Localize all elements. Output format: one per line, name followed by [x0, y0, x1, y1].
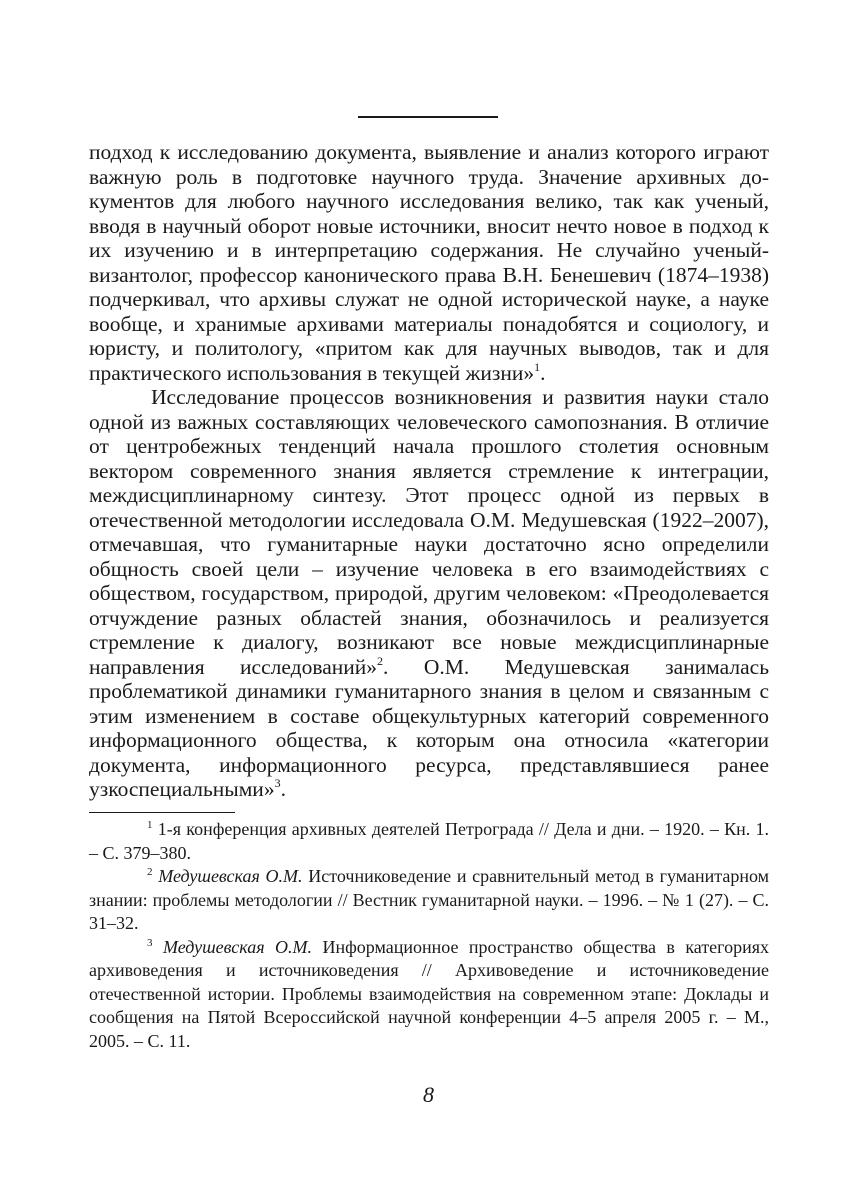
paragraph-1: подход к исследованию документа, выявление и анализ которого играют важную роль в подготовке научного труда. Значение архивных документов для любого научного исследования велико, так как ученый, вводя в научный оборот новые источники, вносит нечто новое в подход к их изучению и в интерпретацию содержания. Не случайно ученый-византолог, профессор канонического права В.Н. Бенешевич (1874–1938) подчеркивал, что архивы служат не одной исторической науке, а науке вообще, и хранимые архивами материалы понадобятся и социологу, и юристу, и политологу, «притом как для научных выводов, так и для практического использования в текущей жизни»$^1$.: [89, 140, 769, 385]
footnote-3-author: Медушевская О.М.: [162, 936, 313, 957]
paragraph-2: Исследование процессов возникновения и развития науки стало одной из важных составляющих человеческого самопознания. В отличие от центробежных тенденций начала прошлого столетия основным вектором современного знания является стремление к интеграции, междисциплинарному синтезу. Этот процесс одной из первых в отечественной методологии исследовала О.М. Медушевская (1922–2007), отмечавшая, что гуманитарные науки достаточно ясно определили общность своей цели – изучение человека в его взаимодействиях с обществом, государством, природой, другим человеком: «Преодолевается отчуждение разных областей знания, обозначилось и реализуется стремление к диалогу, возникают все новые междисциплинарные направления исследований»$^2$. О.М. Медушевская занималась проблематикой динамики гуманитарного знания в целом и связанным с этим изменением в составе общекультурных категорий современного информационного общества, к которым она относила «категории документа, информационного ресурса, представлявшиеся ранее узкоспециальными»$^3$.: [89, 385, 769, 801]
footnote-1: [89, 818, 769, 865]
footnote-2-number: 2: [147, 866, 153, 878]
footnote-separator: [89, 812, 235, 813]
footnote-ref-3[interactable]: 3: [274, 776, 281, 790]
footnote-1-number: 1: [147, 819, 153, 831]
footnote-3-number: 3: [147, 936, 153, 949]
footnote-3: [89, 936, 769, 1054]
page-number: 8: [423, 1082, 434, 1107]
footnote-ref-2[interactable]: 2: [377, 653, 384, 668]
footnote-ref-1[interactable]: 1: [534, 359, 541, 374]
header-rule: [358, 116, 498, 118]
paragraph-2-text-b: О.М. Медушевская занималась проблематикой динамики гуманитарного знания в целом и связанным с этим изменением в составе общекультурных категорий современного информационного общества, к которым она относила «категории документа, информационного ресурса, представлявшиеся ранее узкоспециальными»: [89, 654, 769, 801]
footnote-3-text: Информационное пространство общества в категориях архивоведения и источниковедения // Архивоведение и источниковедение отечественной истории. Проблемы взаимодействия на современном этапе: Доклады и сообщения на Пятой Всероссийской научной конференции 4–5 апреля 2005 г. – М., 2005. – С. 11.: [89, 936, 770, 1051]
footnotes: [89, 818, 769, 1053]
footnote-2: [89, 865, 769, 936]
paragraph-1-text: подход к исследованию документа, выявление и анализ которого играют важную роль в подготовке научного труда. Значение архивных документов для любого научного исследования велико, так как ученый, вводя в научный оборот новые источники, вносит нечто новое в подход к их изучению и в интерпретацию содержания. Не случайно ученый-византолог, профессор канонического права В.Н. Бенешевич (1874–1938) подчеркивал, что архивы служат не одной исторической науке, а науке вообще, и хранимые архивами материалы понадобятся и социологу, и юристу, и политологу, «притом как для научных выводов, так и для практического использования в текущей жизни»: [89, 140, 769, 385]
body-text: [89, 140, 769, 802]
paragraph-2-text-a: Исследование процессов возникновения и развития науки стало одной из важных составляющих человеческого самопознания. В отличие от центробежных тенденций начала прошлого столетия основным вектором современного знания является стремление к интеграции, междисциплинарному синтезу. Этот процесс одной из первых в отечественной методологии исследовала О.М. Медушевская (1922–2007), отмечавшая, что гуманитарные науки достаточно ясно определили общность своей цели – изучение человека в его взаимодействиях с обществом, государством, природой, другим человеком: «Преодолевается отчуждение разных областей знания, обозначилось и реализуется стремление к диалогу, возникают все новые междисциплинарные направления исследований»: [89, 385, 769, 679]
footnote-1-text: 1-я конференция архивных деятелей Петрограда // Дела и дни. – 1920. – Кн. 1. – С. 379–380.: [89, 819, 769, 863]
footnote-2-author: Медушевская О.М.: [158, 866, 303, 886]
footnote-2-text: Источниковедение и сравнительный метод в гуманитарном знании: проблемы методологии // Вестник гуманитарной науки. – 1996. – № 1 (27). – С. 31–32.: [89, 866, 770, 933]
